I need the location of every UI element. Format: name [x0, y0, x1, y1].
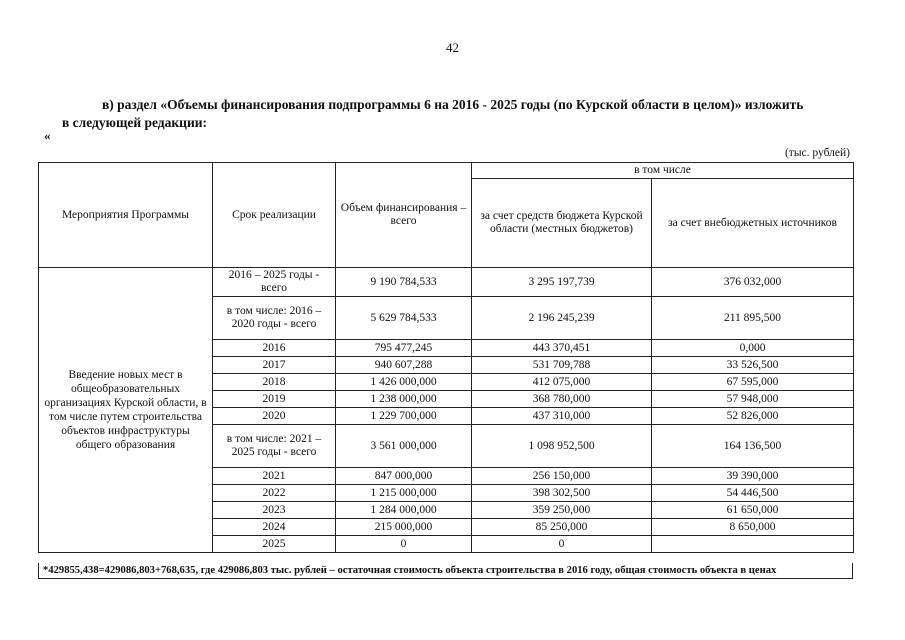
total-cell: 795 477,245: [336, 340, 472, 357]
header-period: Срок реализации: [213, 163, 336, 268]
total-cell: 1 284 000,000: [336, 502, 472, 519]
regional-cell: 443 370,451: [472, 340, 652, 357]
total-cell: 3 561 000,000: [336, 425, 472, 468]
regional-cell: 3 295 197,739: [472, 268, 652, 297]
period-cell: 2017: [213, 357, 336, 374]
period-cell: 2023: [213, 502, 336, 519]
extra-cell: 52 826,000: [652, 408, 854, 425]
regional-cell: 2 196 245,239: [472, 297, 652, 340]
total-cell: 5 629 784,533: [336, 297, 472, 340]
extra-cell: 67 595,000: [652, 374, 854, 391]
total-cell: 1 215 000,000: [336, 485, 472, 502]
regional-cell: 531 709,788: [472, 357, 652, 374]
header-activities: Мероприятия Программы: [39, 163, 213, 268]
regional-cell: 359 250,000: [472, 502, 652, 519]
regional-cell: 85 250,000: [472, 519, 652, 536]
footnote: *429855,438=429086,803+768,635, где 429086,803 тыс. рублей – остаточная стоимость объекта строительства в 2016 году, общая стоимость объекта в ценах: [38, 563, 853, 579]
total-cell: 9 190 784,533: [336, 268, 472, 297]
period-cell: 2019: [213, 391, 336, 408]
table-row: [39, 268, 854, 297]
total-cell: 1 426 000,000: [336, 374, 472, 391]
regional-cell: 437 310,000: [472, 408, 652, 425]
regional-cell: 1 098 952,500: [472, 425, 652, 468]
header-including: в том числе: [472, 163, 854, 179]
extra-cell: 57 948,000: [652, 391, 854, 408]
extra-cell: 376 032,000: [652, 268, 854, 297]
financing-table: [38, 162, 854, 553]
period-cell: 2018: [213, 374, 336, 391]
extra-cell: 61 650,000: [652, 502, 854, 519]
regional-cell: 0: [472, 536, 652, 553]
extra-cell: 8 650,000: [652, 519, 854, 536]
header-extrabudget: за счет внебюджетных источников: [652, 179, 854, 268]
total-cell: 940 607,288: [336, 357, 472, 374]
total-cell: 0: [336, 536, 472, 553]
period-cell: в том числе: 2021 – 2025 годы - всего: [213, 425, 336, 468]
extra-cell: 39 390,000: [652, 468, 854, 485]
intro-line-1: в) раздел «Объемы финансирования подпрограммы 6 на 2016 - 2025 годы (по Курской области в целом)» изложить: [102, 97, 804, 112]
period-cell: 2020: [213, 408, 336, 425]
header-regional: за счет средств бюджета Курской области (местных бюджетов): [472, 179, 652, 268]
extra-cell: 54 446,500: [652, 485, 854, 502]
page-number: 42: [446, 40, 459, 55]
total-cell: 1 238 000,000: [336, 391, 472, 408]
regional-cell: 368 780,000: [472, 391, 652, 408]
regional-cell: 398 302,500: [472, 485, 652, 502]
header-total: Объем финансирования – всего: [336, 163, 472, 268]
period-cell: 2025: [213, 536, 336, 553]
total-cell: 215 000,000: [336, 519, 472, 536]
extra-cell: 0,000: [652, 340, 854, 357]
extra-cell: 164 136,500: [652, 425, 854, 468]
period-cell: 2022: [213, 485, 336, 502]
regional-cell: 412 075,000: [472, 374, 652, 391]
activity-name: Введение новых мест в общеобразовательных организациях Курской области, в том числе путем строительства объектов инфраструктуры общего образования: [39, 268, 213, 553]
regional-cell: 256 150,000: [472, 468, 652, 485]
table-header-row: [39, 163, 854, 179]
intro-paragraph: [62, 96, 852, 132]
period-cell: 2016 – 2025 годы - всего: [213, 268, 336, 297]
total-cell: 847 000,000: [336, 468, 472, 485]
extra-cell: 33 526,500: [652, 357, 854, 374]
period-cell: в том числе: 2016 – 2020 годы - всего: [213, 297, 336, 340]
extra-cell: 211 895,500: [652, 297, 854, 340]
total-cell: 1 229 700,000: [336, 408, 472, 425]
intro-line-2: в следующей редакции:: [62, 115, 207, 130]
period-cell: 2016: [213, 340, 336, 357]
opening-quote: «: [44, 128, 51, 143]
period-cell: 2024: [213, 519, 336, 536]
extra-cell: [652, 536, 854, 553]
period-cell: 2021: [213, 468, 336, 485]
units-label: (тыс. рублей): [784, 147, 850, 159]
